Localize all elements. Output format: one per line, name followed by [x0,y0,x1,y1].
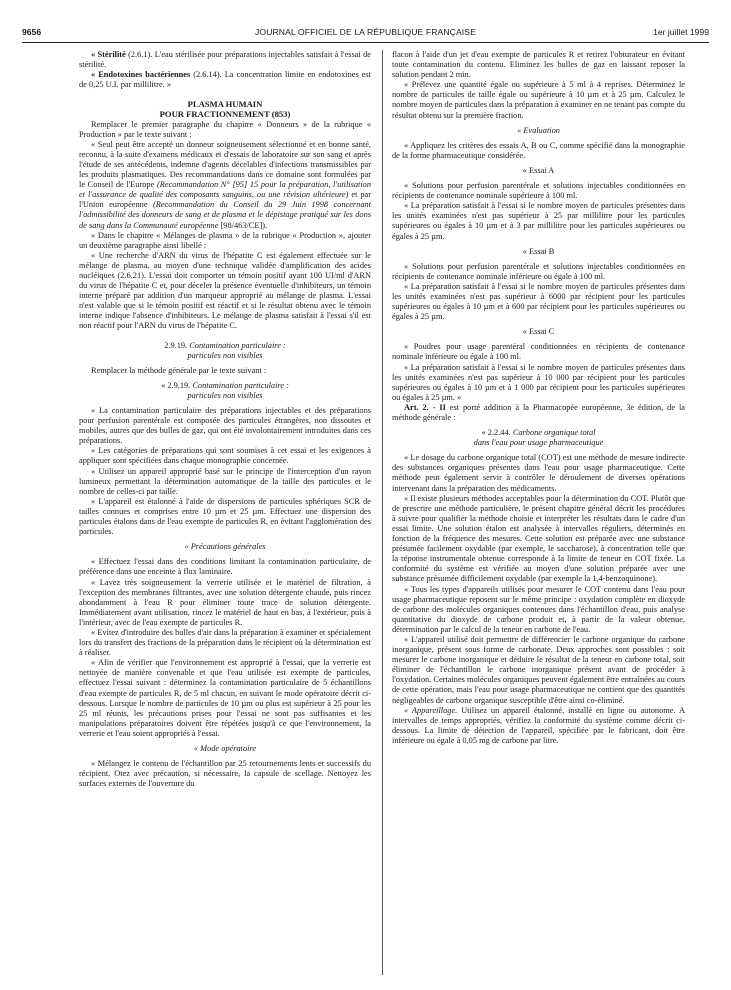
journal-title: JOURNAL OFFICIEL DE LA RÉPUBLIQUE FRANÇAISE [255,27,476,37]
subsection-heading: « Mode opératoire [193,744,257,753]
paragraph: « Tous les types d'appareils utilisés pour mesurer le COT contenu dans l'eau pour usage pharmaceutique reposent sur le même principe : oxydation complète en dioxyde de carbone des molécules organiques contenues dans l'échantillon d'eau, puis analyse quantitative du dioxyde de carbone produit et, à partir de la valeur obtenue, détermination par le calcul de la teneur en carbone de l'eau. [392,584,685,634]
section-heading: 2.9.19. Contamination particulaire : [164,340,286,350]
section-heading: dans l'eau pour usage pharmaceutique [473,438,604,448]
article-paragraph: Art. 2. - II est porté addition à la Pharmacopée européenne, 3e édition, de la méthode générale : [392,402,685,422]
subsection-heading: « Essai C [522,327,555,337]
left-column [79,50,371,789]
paragraph: « Solutions pour perfusion parentérale et solutions injectables conditionnées en récipients de contenance nominale inférieure ou égale à 100 ml. [392,261,685,281]
section-heading: particules non visibles [187,390,263,400]
column-divider [382,50,383,975]
paragraph: « Seul peut être accepté un donneur soigneusement sélectionné et en bonne santé, reconnu, à la suite d'examens médicaux et d'essais de laboratoire sur son sang et après l'étude de ses antécédents, indemne d'agents décelables d'infections transmissibles par les produits plasmatiques. Des recommandations dans ce domaine sont formulées par le Conseil de l'Europe (Recommandation N° [95] 15 pour la préparation, l'utilisation et l'assurance de qualité des composants sanguins, ou une révision ultérieure) et par l'Union européenne (Recommandation du Conseil du 29 Juin 1998 concernant l'admissibilité des donneurs de sang et de plasma et le dépistage pratiqué sur les dons de sang dans la Communauté européenne [98/463/CE]). [79,139,372,230]
paragraph: Remplacer le premier paragraphe du chapitre « Donneurs » de la rubrique « Production » par le texte suivant : [79,119,371,139]
paragraph: « Lavez très soigneusement la verrerie utilisée et le matériel de filtration, à l'exception des membranes filtrantes, avec une solution détergente chaude, puis rincez abondamment à l'eau R pour éliminer toute trace de solution détergente. Immédiatement avant utilisation, rincez le matériel de haut en bas, à l'extérieur, puis à l'intérieur, avec de l'eau exempte de particules R. [79,577,371,627]
section-title: POUR FRACTIONNEMENT (853) [159,109,291,120]
paragraph: « Evitez d'introduire des bulles d'air dans la préparation à examiner et spécialement lors du transfert des fractions de la préparation dans le récipient où la détermination est à réaliser. [79,627,371,658]
paragraph: « L'appareil utilisé doit permettre de différencier le carbone organique du carbone inorganique, présent sous forme de carbonate. Deux approches sont possibles : soit mesurer le carbone inorganique et déduire le résultat de la teneur en carbone total, soit éliminer de l'échantillon le carbone inorganique présent avant de procéder à l'oxydation. Certaines molécules organiques peuvent également être entraînées au cours de cette opération, mais l'eau pour usage pharmaceutique ne contient que des quantités négligeables de carbone organique susceptible d'être ainsi co-éliminé. [392,634,685,705]
paragraph: « Il existe plusieurs méthodes acceptables pour la détermination du COT. Plutôt que de prescrire une méthode particulière, le présent chapitre général décrit les procédures à suivre pour qualifier la méthode choisie et interpréter les résultats dans le cadre d'un essai limite. Une solution étalon est analysée à intervalles réguliers, déterminés en fonction de la fréquence des mesures. Cette solution est préparée avec une substance présumée facilement oxydable (par exemple, le saccharose), à concentration telle que la réponse instrumentale obtenue corresponde à la limite de teneur en COT fixée. La conformité du système est vérifiée au moyen d'une solution préparée avec une substance présumée difficilement oxydable (par exemple la 1,4-benzoquinone). [392,493,685,584]
paragraph: « Une recherche d'ARN du virus de l'hépatite C est également effectuée sur le mélange de plasma, au moyen d'une technique validée d'amplification des acides nucléiques (2.6.21). L'essai doit comporter un témoin positif ayant 100 UI/ml d'ARN du virus de l'hépatite C et, pour déceler la présence éventuelle d'inhibiteurs, un témoin interne préparé par addition d'un marqueur approprié au mélange de plasma. L'essai n'est valable que si le témoin positif est réactif et si le résultat obtenu avec le témoin interne indique l'absence d'inhibiteurs. Le mélange de plasma satisfait à l'essai s'il est non réactif pour l'ARN du virus de l'hépatite C. [79,250,371,331]
paragraph: « Effectuez l'essai dans des conditions limitant la contamination particulaire, de préférence dans une enceinte à flux laminaire. [79,557,371,577]
paragraph: « Les catégories de préparations qui sont soumises à cet essai et les exigences à appliquer sont spécifiées dans chaque monographie concernée. [79,446,371,466]
paragraph: « Poudres pour usage parentéral conditionnées en récipients de contenance nominale inférieure ou égale à 100 ml. [392,342,685,362]
section-title: PLASMA HUMAIN [187,99,263,110]
subsection-heading: « Evaluation [517,125,560,135]
paragraph: « Appliquez les critères des essais A, B ou C, comme spécifié dans la monographie de la forme pharmaceutique considérée. [392,140,685,160]
subsection-heading: « Essai A [522,165,555,175]
paragraph: flacon à l'aide d'un jet d'eau exempte de particules R et retirez l'obturateur en évitant toute contamination du contenu. Eliminez les bulles de gaz en laissant reposer la solution pendant 2 min. [392,50,685,80]
paragraph: « L'appareil est étalonné à l'aide de dispersions de particules sphériques SCR de tailles connues et comprises entre 10 µm et 25 µm. Effectuez une dispersion des particules étalons dans de l'eau exempte de particules R, en évitant l'agglomération des particules. [79,496,371,537]
page-number: 9656 [22,27,42,37]
paragraph: « Dans le chapitre « Mélanges de plasma » de la rubrique « Production », ajouter un deuxième paragraphe ainsi libellé : [79,230,371,250]
subsection-heading: « Précautions générales [184,542,266,552]
section-heading: « 2.2.44. Carbone organique total [481,428,596,438]
paragraph: « La contamination particulaire des préparations injectables et des préparations pour perfusion parentérale est composée des particules étrangères, non dissoutes et mobiles, autres que des bulles de gaz, qui ont été involontairement introduites dans ces préparations. [79,406,371,446]
paragraph: « Solutions pour perfusion parentérale et solutions injectables conditionnées en récipients de contenance nominale supérieure à 100 ml. [392,181,685,201]
section-heading: « 2.9.19. Contamination particulaire : [161,380,289,390]
header-rule [22,42,709,43]
issue-date: 1er juillet 1999 [653,27,709,37]
right-column [392,50,685,746]
paragraph: « La préparation satisfait à l'essai si le nombre moyen de particules présentes dans les unités examinées n'est pas supérieur à 25 par millilitre pour les particules supérieures ou égales à 10 µm et à 3 par millilitre pour les particules supérieures ou égales à 25 µm. [392,201,685,241]
paragraph: « Afin de vérifier que l'environnement est approprié à l'essai, que la verrerie est nettoyée de manière convenable et que l'eau utilisée est exempte de particules, effectuez l'essai suivant : déterminez la contamination particulaire de 5 échantillons d'eau exempte de particules R, de 5 ml chacun, en suivant le mode opératoire décrit ci-dessous. Lorsque le nombre de particules de 10 µm ou plus est supérieur à 25 pour les 25 ml réunis, les précautions prises pour l'essai ne sont pas suffisantes et les manipulations préparatoires doivent être répétées jusqu'à ce que l'environnement, la verrerie et l'eau soient appropriés à l'essai. [79,658,371,738]
paragraph: Remplacer la méthode générale par le texte suivant : [91,365,267,375]
paragraph: « Mélangez le contenu de l'échantillon par 25 retournements lents et successifs du récipient. Otez avec précaution, si nécessaire, la capsule de scellage. Nettoyez les surfaces externes de l'ouverture du [79,759,371,789]
paragraph: « Stérilité (2.6.1). L'eau stérilisée pour préparations injectables satisfait à l'essai de stérilité. [79,50,371,70]
page-header [22,27,709,41]
paragraph: « La préparation satisfait à l'essai si le nombre moyen de particules présentes dans les unités examinées n'est pas supérieur à 6000 par récipient pour les particules supérieures ou égales à 10 µm et à 600 par récipient pour les particules supérieures ou égales à 25 µm. [392,281,685,322]
paragraph: « Endotoxines bactériennes (2.6.14). La concentration limite en endotoxines est de 0,25 U.I. par millilitre. » [79,70,371,90]
section-heading: particules non visibles [187,350,263,360]
paragraph: « La préparation satisfait à l'essai si le nombre moyen de particules présentes dans les unités examinées n'est pas supérieur à 10 000 par récipient pour les particules supérieures ou égales à 10 µm et à 1 000 par récipient pour les particules supérieures ou égales à 25 µm. » [392,362,685,402]
paragraph: « Prélevez une quantité égale ou supérieure à 5 ml à 4 reprises. Déterminez le nombre de particules de taille égale ou supérieure à 10 µm et à 25 µm. Calculez le nombre moyen de particules dans la préparation à examiner en ne tenant pas compte du résultat obtenu sur la première fraction. [392,80,685,120]
paragraph: « Utilisez un appareil approprié basé sur le principe de l'interception d'un rayon lumineux permettant la détermination automatique de la taille des particules et le nombre de celles-ci par taille. [79,466,371,496]
subsection-heading: « Essai B [522,246,555,256]
paragraph: « Appareillage. Utilisez un appareil étalonné, installé en ligne ou autonome. A intervalles de temps appropriés, vérifiez la conformité du système comme décrit ci-dessous. La limite de détection de l'appareil, spécifiée par le fabricant, doit être inférieure ou égale à 0,05 mg de carbone par litre. [392,705,685,745]
paragraph: « Le dosage du carbone organique total (COT) est une méthode de mesure indirecte des substances organiques présentes dans l'eau pour usage pharmaceutique. Cette méthode peut également servir à contrôler le déroulement de diverses opérations intervenant dans la préparation des médicaments. [392,453,685,493]
